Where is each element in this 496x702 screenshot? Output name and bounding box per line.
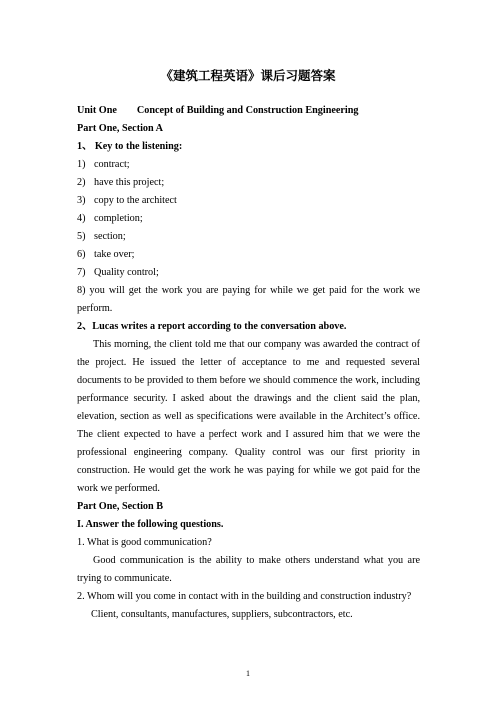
list-number: 2)	[77, 177, 86, 188]
list-text: completion;	[94, 213, 143, 224]
list-number: 1)	[77, 159, 86, 170]
answer-text: Good communication is the ability to make others understand what you are trying to communicate.	[77, 555, 420, 584]
unit-heading	[77, 102, 420, 120]
list-item	[77, 174, 420, 192]
listening-heading: 1、 Key to the listening:	[77, 141, 183, 152]
list-number: 4)	[77, 213, 86, 224]
list-number: 7)	[77, 267, 86, 278]
list-text: section;	[94, 231, 126, 242]
list-item	[77, 192, 420, 210]
list-item	[77, 156, 420, 174]
list-number: 6)	[77, 249, 86, 260]
document-body	[77, 102, 420, 624]
list-item	[77, 210, 420, 228]
list-text: have this project;	[94, 177, 165, 188]
list-number: 3)	[77, 195, 86, 206]
list-text: copy to the architect	[94, 195, 177, 206]
document-title: 《建筑工程英语》课后习题答案	[160, 69, 336, 83]
list-number: 5)	[77, 231, 86, 242]
section-b-instruction: I. Answer the following questions.	[77, 519, 224, 530]
list-item	[77, 246, 420, 264]
list-text: take over;	[94, 249, 135, 260]
question-text: 2. Whom will you come in contact with in the building and construction industry?	[77, 591, 412, 602]
list-item	[77, 228, 420, 246]
list-text: contract;	[94, 159, 130, 170]
section-b-heading: Part One, Section B	[77, 501, 164, 512]
report-heading: 2、Lucas writes a report according to the conversation above.	[77, 321, 347, 332]
unit-label: Unit One	[77, 105, 117, 116]
report-paragraph: This morning, the client told me that our company was awarded the contract of the project. He issued the letter of acceptance to me and requested several documents to be provided to them before we should commence the work, including performance security. I asked about the drawings and the client said the plan, elevation, section as well as specifications were available in the Architect’s office. The client expected to have a perfect work and I assured him that we were the professional engineering company. Quality control was our first priority in construction. He would get the work he was paying for while we got paid for the work we performed.	[77, 339, 420, 494]
list-item	[77, 264, 420, 282]
unit-title: Concept of Building and Construction Engineering	[136, 105, 359, 116]
section-a-heading: Part One, Section A	[77, 123, 164, 134]
list-item-wrapped	[77, 282, 420, 318]
list-text: Quality control;	[94, 267, 159, 278]
list-number: 8)	[77, 285, 86, 296]
answer-text: Client, consultants, manufactures, suppliers, subcontractors, etc.	[91, 609, 353, 620]
question-text: 1. What is good communication?	[77, 537, 212, 548]
page-number: 1	[246, 669, 250, 678]
list-text: you will get the work you are paying for while we get paid for the work we perform.	[77, 285, 420, 314]
